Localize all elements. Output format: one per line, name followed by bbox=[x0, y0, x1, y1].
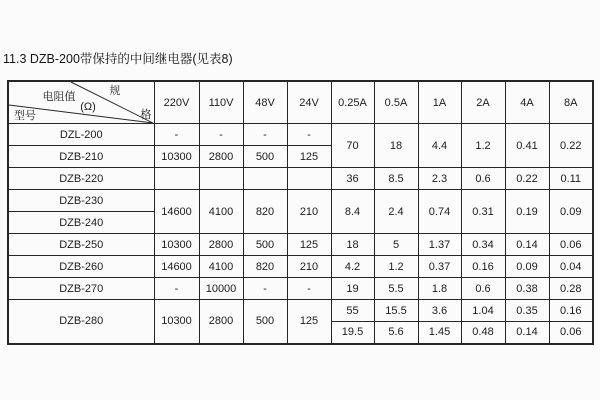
table-row-dzb-250 bbox=[8, 234, 593, 256]
cell-resistance: 14600 bbox=[154, 256, 199, 278]
cell-resistance: 1.2 bbox=[374, 256, 418, 278]
cell-resistance: 820 bbox=[243, 190, 287, 234]
cell-resistance: 5 bbox=[374, 234, 418, 256]
cell-resistance: 2800 bbox=[199, 234, 243, 256]
cell-resistance: 1.45 bbox=[418, 322, 461, 344]
cell-resistance: - bbox=[243, 278, 287, 300]
column-header-220v: 220V bbox=[154, 81, 199, 124]
cell-resistance: 210 bbox=[287, 190, 331, 234]
cell-resistance: 0.34 bbox=[461, 234, 505, 256]
table-corner-header bbox=[8, 81, 154, 124]
column-header-2a: 2A bbox=[461, 81, 505, 124]
cell-model: DZB-250 bbox=[8, 234, 154, 256]
column-header-110v: 110V bbox=[199, 81, 243, 124]
cell-model: DZB-230 bbox=[8, 190, 154, 212]
cell-resistance: 0.06 bbox=[549, 234, 593, 256]
cell-resistance: 55 bbox=[331, 300, 374, 322]
corner-model-label: 型号 bbox=[14, 110, 36, 122]
cell-resistance: 4100 bbox=[199, 190, 243, 234]
corner-value-unit: (Ω) bbox=[80, 101, 96, 113]
cell-model: DZB-270 bbox=[8, 278, 154, 300]
cell-resistance: - bbox=[154, 278, 199, 300]
cell-resistance: 0.48 bbox=[461, 322, 505, 344]
cell-resistance: 0.14 bbox=[505, 234, 549, 256]
table-row-dzb-280 bbox=[8, 300, 593, 322]
column-header-48v: 48V bbox=[243, 81, 287, 124]
cell-resistance: 125 bbox=[287, 146, 331, 168]
cell-resistance: 0.35 bbox=[505, 300, 549, 322]
corner-spec-char-bottom: 格 bbox=[140, 109, 152, 121]
column-header-0-5a: 0.5A bbox=[374, 81, 418, 124]
cell-resistance: 19 bbox=[331, 278, 374, 300]
cell-model: DZL-200 bbox=[8, 124, 154, 146]
cell-resistance: - bbox=[243, 124, 287, 146]
cell-resistance: 0.16 bbox=[549, 300, 593, 322]
table-row-dzb-230 bbox=[8, 190, 593, 212]
cell-resistance: 0.22 bbox=[549, 124, 593, 168]
cell-resistance: 10300 bbox=[154, 146, 199, 168]
corner-value-label: 电阻值 bbox=[42, 91, 76, 103]
cell-resistance: 0.14 bbox=[505, 322, 549, 344]
cell-resistance: 0.22 bbox=[505, 168, 549, 190]
cell-resistance: 10300 bbox=[154, 300, 199, 344]
cell-model: DZB-260 bbox=[8, 256, 154, 278]
cell-resistance: 2.3 bbox=[418, 168, 461, 190]
section-title: 11.3 DZB-200带保持的中间继电器(见表8) bbox=[3, 52, 233, 66]
cell-resistance bbox=[154, 168, 199, 190]
cell-resistance: 4.2 bbox=[331, 256, 374, 278]
cell-model: DZB-240 bbox=[8, 212, 154, 234]
cell-resistance: - bbox=[199, 124, 243, 146]
table-row-dzl-200 bbox=[8, 124, 593, 146]
cell-model: DZB-210 bbox=[8, 146, 154, 168]
cell-resistance: 0.37 bbox=[418, 256, 461, 278]
cell-resistance: 4100 bbox=[199, 256, 243, 278]
header-row bbox=[8, 81, 593, 124]
cell-resistance: 5.5 bbox=[374, 278, 418, 300]
cell-resistance: 0.04 bbox=[549, 256, 593, 278]
cell-resistance: 125 bbox=[287, 234, 331, 256]
cell-resistance: 18 bbox=[331, 234, 374, 256]
cell-resistance: 1.8 bbox=[418, 278, 461, 300]
cell-resistance: 0.09 bbox=[505, 256, 549, 278]
cell-resistance: 8.5 bbox=[374, 168, 418, 190]
cell-resistance bbox=[243, 168, 287, 190]
cell-resistance bbox=[199, 168, 243, 190]
cell-resistance: 70 bbox=[331, 124, 374, 168]
cell-resistance: 0.19 bbox=[505, 190, 549, 234]
table-row-dzb-220 bbox=[8, 168, 593, 190]
cell-resistance: 500 bbox=[243, 146, 287, 168]
cell-resistance: 8.4 bbox=[331, 190, 374, 234]
cell-resistance: 125 bbox=[287, 300, 331, 344]
cell-resistance: 15.5 bbox=[374, 300, 418, 322]
table-row-dzb-260 bbox=[8, 256, 593, 278]
cell-resistance: 210 bbox=[287, 256, 331, 278]
cell-resistance: 1.04 bbox=[461, 300, 505, 322]
cell-resistance: 0.74 bbox=[418, 190, 461, 234]
cell-resistance: 0.28 bbox=[549, 278, 593, 300]
cell-resistance: 820 bbox=[243, 256, 287, 278]
cell-resistance: 500 bbox=[243, 234, 287, 256]
cell-resistance: 18 bbox=[374, 124, 418, 168]
cell-resistance: 0.11 bbox=[549, 168, 593, 190]
cell-resistance: 3.6 bbox=[418, 300, 461, 322]
cell-resistance: 0.41 bbox=[505, 124, 549, 168]
cell-resistance: - bbox=[287, 124, 331, 146]
cell-resistance: 36 bbox=[331, 168, 374, 190]
cell-resistance: 0.38 bbox=[505, 278, 549, 300]
column-header-8a: 8A bbox=[549, 81, 593, 124]
corner-spec-char-top: 规 bbox=[109, 85, 121, 97]
cell-resistance: 0.06 bbox=[549, 322, 593, 344]
cell-resistance: 1.37 bbox=[418, 234, 461, 256]
cell-resistance: 0.31 bbox=[461, 190, 505, 234]
column-header-24v: 24V bbox=[287, 81, 331, 124]
diagonal-header-graphic bbox=[9, 82, 153, 123]
cell-resistance: 14600 bbox=[154, 190, 199, 234]
table-row-dzb-270 bbox=[8, 278, 593, 300]
cell-resistance: 4.4 bbox=[418, 124, 461, 168]
cell-resistance: 2800 bbox=[199, 146, 243, 168]
cell-resistance: 2.4 bbox=[374, 190, 418, 234]
cell-resistance: 5.6 bbox=[374, 322, 418, 344]
cell-resistance: 0.6 bbox=[461, 278, 505, 300]
cell-model: DZB-280 bbox=[8, 300, 154, 344]
relay-resistance-table bbox=[7, 80, 594, 345]
cell-resistance: 0.16 bbox=[461, 256, 505, 278]
cell-resistance: 0.09 bbox=[549, 190, 593, 234]
cell-resistance: 2800 bbox=[199, 300, 243, 344]
cell-resistance: 10000 bbox=[199, 278, 243, 300]
cell-resistance: 0.6 bbox=[461, 168, 505, 190]
cell-resistance: - bbox=[154, 124, 199, 146]
cell-resistance: 10300 bbox=[154, 234, 199, 256]
cell-resistance: 19.5 bbox=[331, 322, 374, 344]
cell-resistance: 500 bbox=[243, 300, 287, 344]
column-header-4a: 4A bbox=[505, 81, 549, 124]
cell-resistance bbox=[287, 168, 331, 190]
cell-resistance: 1.2 bbox=[461, 124, 505, 168]
cell-resistance: - bbox=[287, 278, 331, 300]
column-header-0-25a: 0.25A bbox=[331, 81, 374, 124]
column-header-1a: 1A bbox=[418, 81, 461, 124]
cell-model: DZB-220 bbox=[8, 168, 154, 190]
